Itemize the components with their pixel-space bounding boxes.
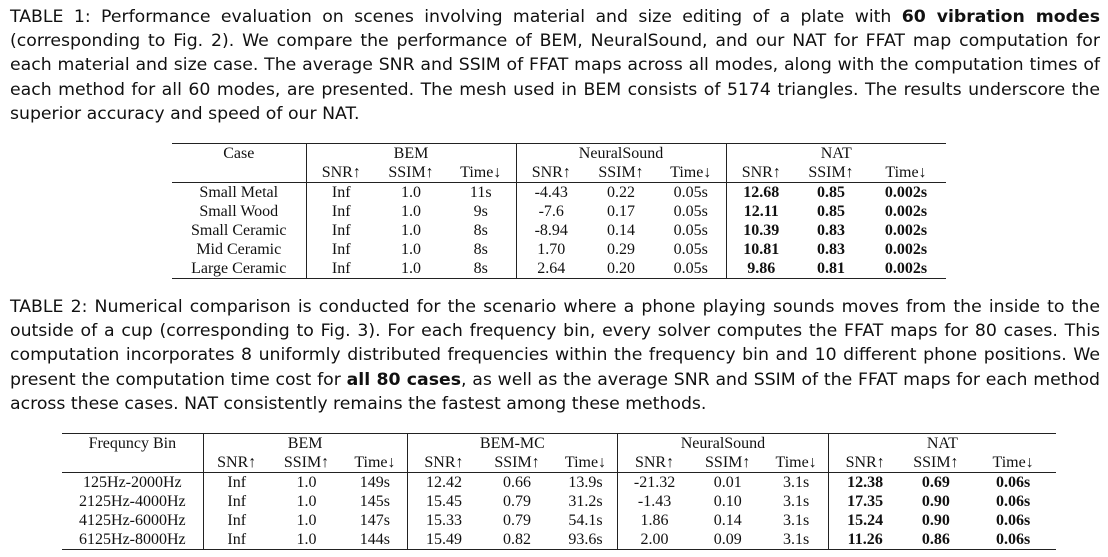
table-cell: 15.45 (407, 492, 480, 511)
table-row (172, 183, 946, 203)
table-cell: 0.002s (884, 222, 928, 239)
table-cell: 0.002s (884, 184, 928, 201)
metric-header: SSIM↑ (376, 163, 446, 183)
table2-group-header: NAT (828, 434, 1056, 454)
metric-header: Time↓ (446, 163, 516, 183)
table1-group-header-row (172, 144, 946, 164)
table-cell: 147s (359, 512, 391, 529)
table-cell: 0.22 (607, 184, 635, 201)
table-cell: 3.1s (783, 474, 810, 491)
table-cell: 8s (446, 259, 516, 279)
table-cell: 3.1s (783, 493, 810, 510)
metric-header: SSIM↑ (902, 453, 971, 473)
table-cell: 0.06s (996, 512, 1031, 529)
caption-emphasis: all 80 cases (346, 369, 461, 390)
table-cell: -21.32 (618, 473, 691, 493)
table-cell: 0.79 (503, 493, 532, 510)
table-cell: Inf (203, 473, 270, 493)
table1-group-header: NAT (726, 144, 946, 164)
table-cell: 12.38 (828, 473, 901, 493)
table-cell: 0.81 (796, 259, 866, 279)
table2-first-header: Frequncy Bin (62, 434, 203, 454)
table-cell: 3.1s (764, 530, 828, 550)
table-cell: 0.002s (884, 241, 928, 258)
table-cell: 3.1s (783, 512, 810, 529)
metric-header: Time↓ (554, 453, 618, 473)
table1-first-header: Case (172, 144, 306, 164)
table-cell: 0.06s (970, 530, 1056, 550)
metric-header: SNR↑ (203, 453, 270, 473)
metric-header: SNR↑ (618, 453, 691, 473)
caption-text: , as well as the average SNR and SSIM of the FFAT maps for each method across these cases. NAT consistently remains the fastest among these methods. (10, 369, 1100, 414)
table2-blank-cell (62, 453, 203, 473)
table-cell: 1.0 (296, 493, 317, 510)
metric-header: SNR↑ (306, 163, 376, 183)
table2-group-header: BEM (203, 434, 407, 454)
table-cell: 1.86 (618, 511, 691, 530)
table-cell: 11.26 (828, 530, 901, 550)
metric-header: SSIM↑ (796, 163, 866, 183)
table2-body (62, 473, 1056, 550)
row-label: 4125Hz-6000Hz (79, 512, 186, 529)
table-cell: 2.64 (516, 259, 586, 279)
table-cell: 11s (469, 184, 492, 201)
table-cell: 0.69 (921, 474, 950, 491)
table-cell: 1.0 (401, 184, 421, 201)
table-row (62, 473, 1056, 493)
table-row (172, 240, 946, 259)
table-cell: 1.70 (516, 240, 586, 259)
table-cell: 2.00 (618, 530, 691, 550)
metric-header: SNR↑ (516, 163, 586, 183)
table-cell: 9.86 (726, 259, 796, 279)
table-cell: 13.9s (568, 474, 603, 491)
table-cell: 0.05s (656, 259, 726, 279)
table-row (172, 259, 946, 279)
table-cell: 0.05s (673, 203, 708, 220)
row-label: 2125Hz-4000Hz (79, 493, 186, 510)
metric-header: SNR↑ (407, 453, 480, 473)
table1-group-header: BEM (306, 144, 516, 164)
table1-group-header: NeuralSound (516, 144, 726, 164)
table2-caption (10, 295, 1100, 416)
table-cell: -1.43 (618, 492, 691, 511)
table-cell: 0.90 (921, 512, 950, 529)
table-cell: 0.29 (607, 241, 635, 258)
row-label: Small Wood (199, 203, 279, 220)
table-cell: 12.11 (726, 202, 796, 221)
table1-body (172, 183, 946, 279)
table-cell: -4.43 (516, 183, 586, 203)
table-cell: 8s (473, 241, 488, 258)
table-cell: 0.10 (713, 493, 742, 510)
table-cell: 0.14 (713, 512, 742, 529)
table-cell: 15.24 (828, 511, 901, 530)
table-cell: Inf (306, 259, 376, 279)
table-cell: 0.20 (586, 259, 656, 279)
caption-text: TABLE 2: Numerical comparison is conducted for the scenario where a phone playing sounds moves from the inside to the outside of a cup (corresponding to Fig. 3). For each frequency bin, every solver computes the FFAT maps for 80 cases. This computation incorporates 8 uniformly distributed frequencies within the frequency bin and 10 different phone positions. We present the computation time cost for (10, 297, 1100, 390)
table-cell: 144s (343, 530, 407, 550)
table-cell: 0.66 (503, 474, 532, 491)
table-cell: 15.49 (407, 530, 480, 550)
metric-header: SNR↑ (726, 163, 796, 183)
table-cell: 0.06s (996, 493, 1031, 510)
caption-text: (corresponding to Fig. 2). We compare the performance of BEM, NeuralSound, and our NAT for FFAT map computation for each material and size case. The average SNR and SSIM of FFAT maps across all modes, along with the computation times of each method for all 60 modes, are presented. The mesh used in BEM consists of 5174 triangles. The results underscore the superior accuracy and speed of our NAT. (10, 31, 1100, 124)
table-cell: 0.002s (866, 259, 946, 279)
table-cell: 0.83 (817, 241, 845, 258)
table-cell: -8.94 (516, 221, 586, 240)
table-cell: 93.6s (554, 530, 618, 550)
table1-blank-cell (172, 163, 306, 183)
table-cell: 1.0 (401, 203, 421, 220)
row-label: Small Metal (199, 184, 279, 201)
row-label: Mid Ceramic (196, 241, 282, 258)
table2 (62, 433, 1056, 550)
table-cell: Inf (203, 530, 270, 550)
caption-emphasis: 60 vibration modes (901, 7, 1100, 27)
metric-header: SSIM↑ (586, 163, 656, 183)
table-cell: 31.2s (568, 493, 603, 510)
table-cell: Inf (306, 183, 376, 203)
metric-header: Time↓ (970, 453, 1056, 473)
row-label: Large Ceramic (172, 259, 306, 279)
table2-group-header-row (62, 434, 1056, 454)
table-cell: 10.39 (726, 221, 796, 240)
metric-header: SSIM↑ (480, 453, 554, 473)
table-cell: 54.1s (568, 512, 603, 529)
metric-header: Time↓ (764, 453, 828, 473)
table-cell: 9s (473, 203, 488, 220)
table-cell: 17.35 (828, 492, 901, 511)
table-cell: 145s (359, 493, 391, 510)
table-cell: 0.05s (673, 184, 708, 201)
table-cell: 0.86 (902, 530, 971, 550)
table-cell: 1.0 (270, 530, 344, 550)
table-cell: 12.68 (726, 183, 796, 203)
table-cell: 1.0 (296, 474, 317, 491)
table-cell: 8s (473, 222, 488, 239)
table-cell: 1.0 (376, 259, 446, 279)
table-cell: Inf (306, 202, 376, 221)
table-cell: 0.06s (996, 474, 1031, 491)
table-row (172, 221, 946, 240)
row-label: 125Hz-2000Hz (83, 474, 182, 491)
table-cell: 0.05s (673, 222, 708, 239)
table-cell: 0.14 (607, 222, 635, 239)
table1 (172, 143, 946, 279)
table-cell: -7.6 (516, 202, 586, 221)
table-cell: Inf (203, 511, 270, 530)
table-row (62, 511, 1056, 530)
table2-metric-header-row (62, 453, 1056, 473)
table-cell: 1.0 (401, 241, 421, 258)
table-cell: 0.09 (691, 530, 765, 550)
table-cell: Inf (306, 221, 376, 240)
table2-group-header: NeuralSound (618, 434, 829, 454)
row-label: Small Ceramic (190, 222, 287, 239)
metric-header: SSIM↑ (270, 453, 344, 473)
table1-metric-header-row (172, 163, 946, 183)
metric-header: Time↓ (343, 453, 407, 473)
table-cell: 0.85 (817, 184, 845, 201)
table-row (62, 492, 1056, 511)
table-cell: Inf (203, 492, 270, 511)
table-row (62, 530, 1056, 550)
table-cell: Inf (306, 240, 376, 259)
table-cell: 0.01 (713, 474, 742, 491)
table-cell: 0.17 (607, 203, 635, 220)
table-row (172, 202, 946, 221)
table-cell: 149s (359, 474, 391, 491)
table-cell: 10.81 (726, 240, 796, 259)
table-cell: 0.83 (817, 222, 845, 239)
table-cell: 0.79 (503, 512, 532, 529)
table-cell: 15.33 (407, 511, 480, 530)
table-cell: 1.0 (296, 512, 317, 529)
table-cell: 0.82 (480, 530, 554, 550)
table1-caption (10, 5, 1100, 126)
metric-header: Time↓ (866, 163, 946, 183)
caption-text: TABLE 1: Performance evaluation on scenes involving material and size editing of a plate with (10, 7, 902, 27)
table-cell: 0.05s (673, 241, 708, 258)
metric-header: SSIM↑ (691, 453, 765, 473)
table-cell: 0.002s (884, 203, 928, 220)
table-cell: 12.42 (407, 473, 480, 493)
row-label: 6125Hz-8000Hz (62, 530, 203, 550)
table-cell: 0.90 (921, 493, 950, 510)
metric-header: SNR↑ (828, 453, 901, 473)
table-cell: 0.85 (817, 203, 845, 220)
metric-header: Time↓ (656, 163, 726, 183)
table2-group-header: BEM-MC (407, 434, 618, 454)
table-cell: 1.0 (401, 222, 421, 239)
